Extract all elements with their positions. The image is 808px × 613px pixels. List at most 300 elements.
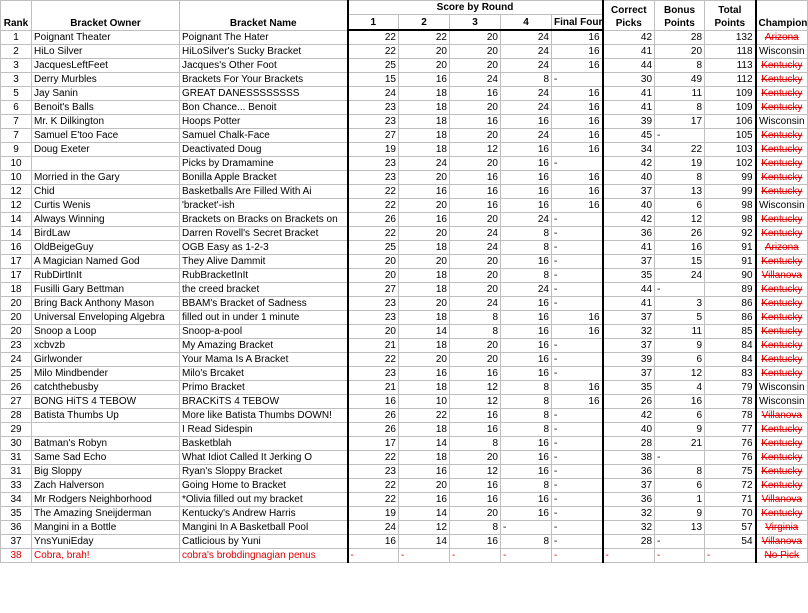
round-3-cell: 8 — [450, 311, 501, 325]
owner-cell: Derry Murbles — [32, 73, 180, 87]
rank-cell: 31 — [1, 451, 32, 465]
round-3-cell: 16 — [450, 493, 501, 507]
table-row — [1, 367, 808, 381]
header-final-four: Final Four — [552, 15, 603, 31]
bracket-name-cell: I Read Sidespin — [180, 423, 348, 437]
round-2-cell: 18 — [399, 311, 450, 325]
bonus-points-cell: 20 — [655, 45, 705, 59]
owner-cell: A Magician Named God — [32, 255, 180, 269]
round-2-cell: 18 — [399, 451, 450, 465]
round-2-cell: 14 — [399, 535, 450, 549]
round-2-cell: 16 — [399, 73, 450, 87]
correct-picks-cell: 37 — [603, 311, 655, 325]
bracket-name-cell: Basketblah — [180, 437, 348, 451]
correct-picks-cell: 42 — [603, 157, 655, 171]
champion-cell: Kentucky — [756, 367, 808, 381]
owner-cell: Samuel E'too Face — [32, 129, 180, 143]
champion-cell: No Pick — [756, 549, 808, 563]
round-4-cell: 16 — [501, 171, 552, 185]
round-4-cell: 8 — [501, 535, 552, 549]
round-2-cell: 18 — [399, 101, 450, 115]
correct-picks-cell: 42 — [603, 30, 655, 45]
bracket-name-cell: What Idiot Called It Jerking O — [180, 451, 348, 465]
rank-cell: 1 — [1, 30, 32, 45]
final-four-cell: - — [552, 255, 603, 269]
correct-picks-cell: 30 — [603, 73, 655, 87]
correct-picks-cell: 37 — [603, 339, 655, 353]
owner-cell: Mr Rodgers Neighborhood — [32, 493, 180, 507]
total-points-cell: 98 — [705, 199, 756, 213]
header-champion: Champion — [756, 1, 808, 31]
owner-cell: Fusilli Gary Bettman — [32, 283, 180, 297]
round-1-cell: 19 — [348, 143, 399, 157]
round-1-cell: 23 — [348, 311, 399, 325]
total-points-cell: 91 — [705, 241, 756, 255]
round-3-cell: 20 — [450, 157, 501, 171]
round-2-cell: 20 — [399, 59, 450, 73]
total-points-cell: 92 — [705, 227, 756, 241]
bracket-name-cell: Ryan's Sloppy Bracket — [180, 465, 348, 479]
table-row — [1, 325, 808, 339]
round-2-cell: 18 — [399, 269, 450, 283]
round-1-cell: 22 — [348, 479, 399, 493]
owner-cell — [32, 423, 180, 437]
correct-picks-cell: 36 — [603, 227, 655, 241]
correct-picks-cell: 45 — [603, 129, 655, 143]
bracket-name-cell: Your Mama Is A Bracket — [180, 353, 348, 367]
round-2-cell: 16 — [399, 465, 450, 479]
owner-cell: The Amazing Sneijderman — [32, 507, 180, 521]
total-points-cell: 86 — [705, 311, 756, 325]
header-owner: Bracket Owner — [32, 1, 180, 31]
round-1-cell: 21 — [348, 339, 399, 353]
round-4-cell: 8 — [501, 409, 552, 423]
rank-cell: 24 — [1, 353, 32, 367]
total-points-cell: 70 — [705, 507, 756, 521]
total-points-cell: 109 — [705, 87, 756, 101]
round-3-cell: 24 — [450, 227, 501, 241]
round-1-cell: 22 — [348, 353, 399, 367]
round-4-cell: 24 — [501, 101, 552, 115]
round-1-cell: - — [348, 549, 399, 563]
bonus-points-cell: 6 — [655, 199, 705, 213]
bracket-name-cell: My Amazing Bracket — [180, 339, 348, 353]
round-2-cell: 20 — [399, 297, 450, 311]
rank-cell: 31 — [1, 465, 32, 479]
correct-picks-cell: 41 — [603, 45, 655, 59]
round-3-cell: 16 — [450, 171, 501, 185]
rank-cell: 27 — [1, 395, 32, 409]
round-2-cell: 14 — [399, 325, 450, 339]
rank-cell: 7 — [1, 129, 32, 143]
round-2-cell: 20 — [399, 45, 450, 59]
round-1-cell: 23 — [348, 465, 399, 479]
correct-picks-cell: 32 — [603, 325, 655, 339]
round-2-cell: 18 — [399, 241, 450, 255]
final-four-cell: 16 — [552, 381, 603, 395]
final-four-cell: - — [552, 227, 603, 241]
header-bonus-points: Bonus Points — [655, 1, 705, 31]
round-4-cell: 16 — [501, 157, 552, 171]
round-1-cell: 24 — [348, 87, 399, 101]
round-1-cell: 25 — [348, 241, 399, 255]
rank-cell: 3 — [1, 59, 32, 73]
champion-cell: Kentucky — [756, 157, 808, 171]
round-4-cell: 8 — [501, 395, 552, 409]
final-four-cell: - — [552, 73, 603, 87]
round-3-cell: 16 — [450, 367, 501, 381]
total-points-cell: 84 — [705, 339, 756, 353]
final-four-cell: 16 — [552, 87, 603, 101]
round-1-cell: 25 — [348, 59, 399, 73]
final-four-cell: 16 — [552, 143, 603, 157]
table-row — [1, 129, 808, 143]
rank-cell: 20 — [1, 297, 32, 311]
header-correct-picks: Correct Picks — [603, 1, 655, 31]
bracket-name-cell: More like Batista Thumbs DOWN! — [180, 409, 348, 423]
round-2-cell: 16 — [399, 185, 450, 199]
table-row — [1, 255, 808, 269]
final-four-cell: - — [552, 451, 603, 465]
round-4-cell: 8 — [501, 269, 552, 283]
rank-cell: 10 — [1, 157, 32, 171]
champion-cell: Kentucky — [756, 213, 808, 227]
bonus-points-cell: - — [655, 549, 705, 563]
round-4-cell: 16 — [501, 325, 552, 339]
final-four-cell: - — [552, 423, 603, 437]
total-points-cell: 106 — [705, 115, 756, 129]
owner-cell: BONG HiTS 4 TEBOW — [32, 395, 180, 409]
round-2-cell: 18 — [399, 143, 450, 157]
header-rank: Rank — [1, 1, 32, 31]
rank-cell: 12 — [1, 185, 32, 199]
bonus-points-cell: 16 — [655, 241, 705, 255]
rank-cell: 20 — [1, 311, 32, 325]
header-round-3: 3 — [450, 15, 501, 31]
owner-cell: xcbvzb — [32, 339, 180, 353]
round-4-cell: 16 — [501, 437, 552, 451]
bonus-points-cell: 9 — [655, 507, 705, 521]
round-4-cell: 16 — [501, 353, 552, 367]
final-four-cell: - — [552, 297, 603, 311]
correct-picks-cell: - — [603, 549, 655, 563]
table-row — [1, 157, 808, 171]
champion-cell: Villanova — [756, 409, 808, 423]
correct-picks-cell: 28 — [603, 535, 655, 549]
round-2-cell: 16 — [399, 493, 450, 507]
correct-picks-cell: 37 — [603, 479, 655, 493]
total-points-cell: 78 — [705, 395, 756, 409]
round-1-cell: 23 — [348, 157, 399, 171]
table-row — [1, 493, 808, 507]
owner-cell: catchthebusby — [32, 381, 180, 395]
total-points-cell: 89 — [705, 283, 756, 297]
bonus-points-cell: 5 — [655, 311, 705, 325]
round-4-cell: 8 — [501, 381, 552, 395]
round-3-cell: - — [450, 549, 501, 563]
header-score-by-round: Score by Round — [348, 1, 603, 15]
round-4-cell: 16 — [501, 199, 552, 213]
rank-cell: 38 — [1, 549, 32, 563]
owner-cell: Doug Exeter — [32, 143, 180, 157]
round-4-cell: 16 — [501, 311, 552, 325]
table-row — [1, 87, 808, 101]
bonus-points-cell: - — [655, 283, 705, 297]
owner-cell: Batista Thumbs Up — [32, 409, 180, 423]
owner-cell: Chid — [32, 185, 180, 199]
round-3-cell: 20 — [450, 255, 501, 269]
rank-cell: 12 — [1, 199, 32, 213]
round-1-cell: 22 — [348, 227, 399, 241]
champion-cell: Kentucky — [756, 507, 808, 521]
champion-cell: Kentucky — [756, 73, 808, 87]
total-points-cell: 99 — [705, 171, 756, 185]
round-4-cell: 16 — [501, 465, 552, 479]
total-points-cell: 83 — [705, 367, 756, 381]
header-round-4: 4 — [501, 15, 552, 31]
total-points-cell: 85 — [705, 325, 756, 339]
table-row — [1, 101, 808, 115]
bracket-name-cell: Darren Rovell's Secret Bracket — [180, 227, 348, 241]
round-4-cell: - — [501, 549, 552, 563]
round-3-cell: 12 — [450, 143, 501, 157]
bracket-name-cell: 'bracket'-ish — [180, 199, 348, 213]
total-points-cell: 99 — [705, 185, 756, 199]
round-3-cell: 16 — [450, 479, 501, 493]
round-1-cell: 23 — [348, 171, 399, 185]
owner-cell: Morried in the Gary — [32, 171, 180, 185]
bracket-name-cell: GREAT DANESSSSSSSS — [180, 87, 348, 101]
total-points-cell: 132 — [705, 30, 756, 45]
final-four-cell: 16 — [552, 45, 603, 59]
round-3-cell: 20 — [450, 129, 501, 143]
champion-cell: Kentucky — [756, 283, 808, 297]
bonus-points-cell: 6 — [655, 479, 705, 493]
round-1-cell: 22 — [348, 45, 399, 59]
round-1-cell: 27 — [348, 283, 399, 297]
champion-cell: Kentucky — [756, 87, 808, 101]
final-four-cell: - — [552, 437, 603, 451]
owner-cell: Milo Mindbender — [32, 367, 180, 381]
header-round-2: 2 — [399, 15, 450, 31]
table-row — [1, 283, 808, 297]
champion-cell: Wisconsin — [756, 115, 808, 129]
bonus-points-cell: 3 — [655, 297, 705, 311]
round-3-cell: 24 — [450, 297, 501, 311]
round-4-cell: 8 — [501, 227, 552, 241]
final-four-cell: 16 — [552, 129, 603, 143]
champion-cell: Kentucky — [756, 437, 808, 451]
total-points-cell: 77 — [705, 423, 756, 437]
round-2-cell: - — [399, 549, 450, 563]
champion-cell: Kentucky — [756, 129, 808, 143]
round-1-cell: 17 — [348, 437, 399, 451]
total-points-cell: 105 — [705, 129, 756, 143]
table-row — [1, 381, 808, 395]
bonus-points-cell: 8 — [655, 171, 705, 185]
table-row — [1, 437, 808, 451]
bracket-name-cell: cobra's brobdingnagian penus — [180, 549, 348, 563]
round-1-cell: 24 — [348, 521, 399, 535]
champion-cell: Villanova — [756, 269, 808, 283]
bonus-points-cell: 1 — [655, 493, 705, 507]
bracket-name-cell: Mangini In A Basketball Pool — [180, 521, 348, 535]
final-four-cell: 16 — [552, 199, 603, 213]
total-points-cell: 98 — [705, 213, 756, 227]
table-row — [1, 269, 808, 283]
bonus-points-cell: 8 — [655, 59, 705, 73]
final-four-cell: 16 — [552, 311, 603, 325]
bonus-points-cell: 4 — [655, 381, 705, 395]
final-four-cell: - — [552, 493, 603, 507]
round-1-cell: 15 — [348, 73, 399, 87]
final-four-cell: 16 — [552, 395, 603, 409]
bonus-points-cell: 22 — [655, 143, 705, 157]
round-3-cell: 20 — [450, 353, 501, 367]
champion-cell: Kentucky — [756, 423, 808, 437]
total-points-cell: 90 — [705, 269, 756, 283]
bonus-points-cell: 16 — [655, 395, 705, 409]
rank-cell: 9 — [1, 143, 32, 157]
correct-picks-cell: 36 — [603, 493, 655, 507]
rank-cell: 17 — [1, 255, 32, 269]
champion-cell: Wisconsin — [756, 45, 808, 59]
bonus-points-cell: 19 — [655, 157, 705, 171]
champion-cell: Villanova — [756, 535, 808, 549]
table-row — [1, 353, 808, 367]
round-3-cell: 16 — [450, 185, 501, 199]
final-four-cell: - — [552, 353, 603, 367]
total-points-cell: 84 — [705, 353, 756, 367]
rank-cell: 34 — [1, 493, 32, 507]
total-points-cell: 71 — [705, 493, 756, 507]
bracket-name-cell: Basketballs Are Filled With Ai — [180, 185, 348, 199]
correct-picks-cell: 40 — [603, 199, 655, 213]
final-four-cell: - — [552, 157, 603, 171]
table-row — [1, 409, 808, 423]
round-2-cell: 14 — [399, 507, 450, 521]
correct-picks-cell: 37 — [603, 367, 655, 381]
round-4-cell: 16 — [501, 339, 552, 353]
correct-picks-cell: 40 — [603, 171, 655, 185]
round-4-cell: 16 — [501, 297, 552, 311]
bonus-points-cell: 24 — [655, 269, 705, 283]
round-4-cell: 16 — [501, 115, 552, 129]
owner-cell: BirdLaw — [32, 227, 180, 241]
round-4-cell: 24 — [501, 59, 552, 73]
round-4-cell: 16 — [501, 255, 552, 269]
correct-picks-cell: 35 — [603, 381, 655, 395]
table-row — [1, 311, 808, 325]
owner-cell: RubDirtInIt — [32, 269, 180, 283]
bracket-name-cell: RubBracketInIt — [180, 269, 348, 283]
round-2-cell: 22 — [399, 30, 450, 45]
champion-cell: Kentucky — [756, 185, 808, 199]
bracket-name-cell: Bonilla Apple Bracket — [180, 171, 348, 185]
round-1-cell: 22 — [348, 30, 399, 45]
total-points-cell: 109 — [705, 101, 756, 115]
bracket-name-cell: Primo Bracket — [180, 381, 348, 395]
rank-cell: 25 — [1, 367, 32, 381]
round-3-cell: 16 — [450, 535, 501, 549]
rank-cell: 20 — [1, 325, 32, 339]
round-4-cell: - — [501, 521, 552, 535]
champion-cell: Wisconsin — [756, 381, 808, 395]
round-4-cell: 24 — [501, 45, 552, 59]
round-2-cell: 18 — [399, 339, 450, 353]
rank-cell: 33 — [1, 479, 32, 493]
table-row — [1, 451, 808, 465]
rank-cell: 14 — [1, 227, 32, 241]
total-points-cell: 112 — [705, 73, 756, 87]
table-row — [1, 521, 808, 535]
rank-cell: 37 — [1, 535, 32, 549]
round-2-cell: 16 — [399, 367, 450, 381]
owner-cell: Mangini in a Bottle — [32, 521, 180, 535]
bonus-points-cell: 12 — [655, 213, 705, 227]
champion-cell: Villanova — [756, 493, 808, 507]
owner-cell: OldBeigeGuy — [32, 241, 180, 255]
champion-cell: Kentucky — [756, 465, 808, 479]
champion-cell: Kentucky — [756, 353, 808, 367]
final-four-cell: - — [552, 213, 603, 227]
correct-picks-cell: 44 — [603, 283, 655, 297]
header-total-points: Total Points — [705, 1, 756, 31]
total-points-cell: 54 — [705, 535, 756, 549]
round-2-cell: 18 — [399, 381, 450, 395]
round-2-cell: 10 — [399, 395, 450, 409]
rank-cell: 14 — [1, 213, 32, 227]
rank-cell: 28 — [1, 409, 32, 423]
correct-picks-cell: 39 — [603, 353, 655, 367]
bracket-name-cell: Milo's Brcaket — [180, 367, 348, 381]
round-1-cell: 22 — [348, 185, 399, 199]
table-row — [1, 423, 808, 437]
round-4-cell: 24 — [501, 283, 552, 297]
round-1-cell: 22 — [348, 199, 399, 213]
champion-cell: Kentucky — [756, 101, 808, 115]
champion-cell: Kentucky — [756, 479, 808, 493]
total-points-cell: 78 — [705, 409, 756, 423]
final-four-cell: 16 — [552, 115, 603, 129]
header-round-1: 1 — [348, 15, 399, 31]
total-points-cell: 91 — [705, 255, 756, 269]
table-row — [1, 297, 808, 311]
bonus-points-cell: - — [655, 535, 705, 549]
total-points-cell: 86 — [705, 297, 756, 311]
owner-cell: Jay Sanin — [32, 87, 180, 101]
correct-picks-cell: 34 — [603, 143, 655, 157]
rank-cell: 30 — [1, 437, 32, 451]
round-4-cell: 24 — [501, 213, 552, 227]
round-1-cell: 21 — [348, 381, 399, 395]
owner-cell: JacquesLeftFeet — [32, 59, 180, 73]
correct-picks-cell: 32 — [603, 521, 655, 535]
round-2-cell: 18 — [399, 115, 450, 129]
correct-picks-cell: 44 — [603, 59, 655, 73]
correct-picks-cell: 40 — [603, 423, 655, 437]
total-points-cell: 79 — [705, 381, 756, 395]
bracket-name-cell: Deactivated Doug — [180, 143, 348, 157]
table-row — [1, 73, 808, 87]
round-2-cell: 20 — [399, 199, 450, 213]
bonus-points-cell: 6 — [655, 353, 705, 367]
round-3-cell: 20 — [450, 451, 501, 465]
round-1-cell: 22 — [348, 451, 399, 465]
final-four-cell: - — [552, 241, 603, 255]
table-row — [1, 45, 808, 59]
correct-picks-cell: 42 — [603, 213, 655, 227]
